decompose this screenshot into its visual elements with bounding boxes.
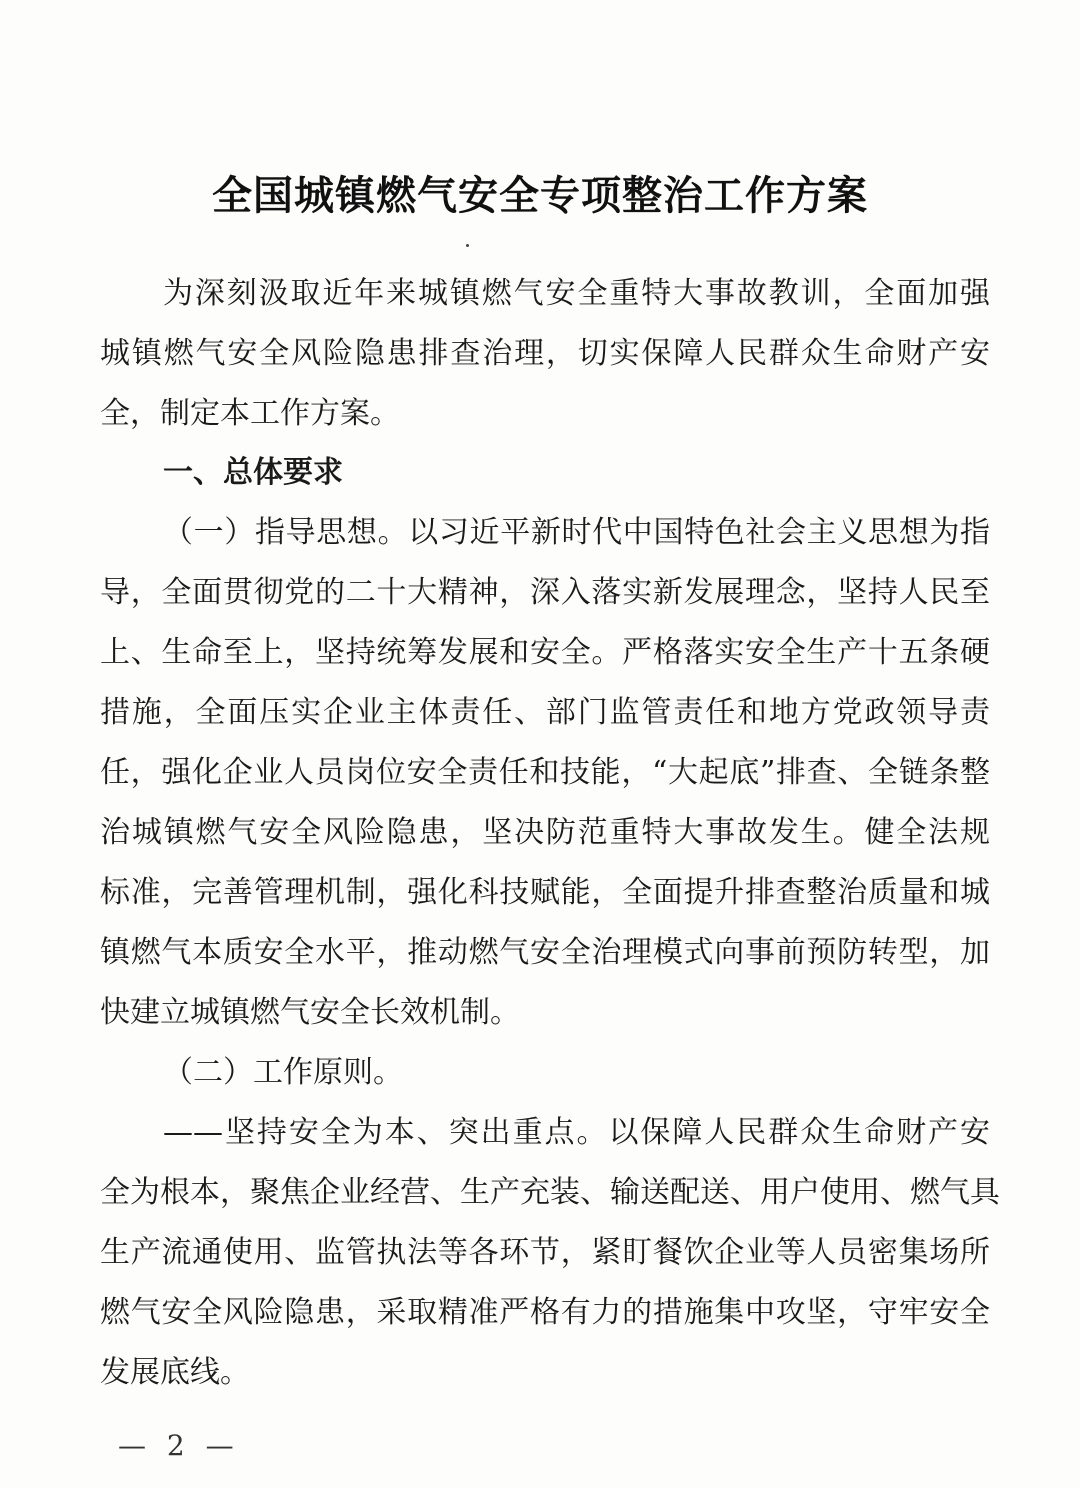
section-heading: 一、总体要求: [163, 455, 343, 490]
guiding-line-6: 治城镇燃气安全风险隐患，坚决防范重特大事故发生。健全法规: [100, 815, 990, 850]
principle-line-5: 发展底线。: [100, 1355, 250, 1390]
page-number: — 2 —: [118, 1429, 240, 1462]
principles-heading: （二）工作原则。: [163, 1055, 403, 1090]
guiding-line-7: 标准，完善管理机制，强化科技赋能，全面提升排查整治质量和城: [100, 875, 990, 910]
intro-line-2: 城镇燃气安全风险隐患排查治理，切实保障人民群众生命财产安: [100, 336, 990, 371]
guiding-line-2: 导，全面贯彻党的二十大精神，深入落实新发展理念，坚持人民至: [100, 575, 990, 610]
guiding-line-9: 快建立城镇燃气安全长效机制。: [100, 995, 520, 1030]
intro-line-1: 为深刻汲取近年来城镇燃气安全重特大事故教训，全面加强: [163, 276, 990, 311]
guiding-line-1: （一）指导思想。以习近平新时代中国特色社会主义思想为指: [163, 515, 990, 550]
document-title: 全国城镇燃气安全专项整治工作方案: [212, 173, 868, 219]
principle-line-3: 生产流通使用、监管执法等各环节，紧盯餐饮企业等人员密集场所: [100, 1235, 990, 1270]
guiding-line-5: 任，强化企业人员岗位安全责任和技能，“大起底”排查、全链条整: [100, 755, 990, 790]
principle-line-4: 燃气安全风险隐患，采取精准严格有力的措施集中攻坚，守牢安全: [100, 1295, 990, 1330]
intro-line-3: 全，制定本工作方案。: [100, 396, 400, 431]
guiding-line-8: 镇燃气本质安全水平，推动燃气安全治理模式向事前预防转型，加: [100, 935, 990, 970]
guiding-line-4: 措施，全面压实企业主体责任、部门监管责任和地方党政领导责: [100, 695, 990, 730]
principle-line-2: 全为根本，聚焦企业经营、生产充装、输送配送、用户使用、燃气具: [100, 1175, 1000, 1210]
title-dot: [466, 244, 469, 247]
guiding-line-3: 上、生命至上，坚持统筹发展和安全。严格落实安全生产十五条硬: [100, 635, 990, 670]
principle-line-1: ——坚持安全为本、突出重点。以保障人民群众生命财产安: [163, 1115, 990, 1150]
